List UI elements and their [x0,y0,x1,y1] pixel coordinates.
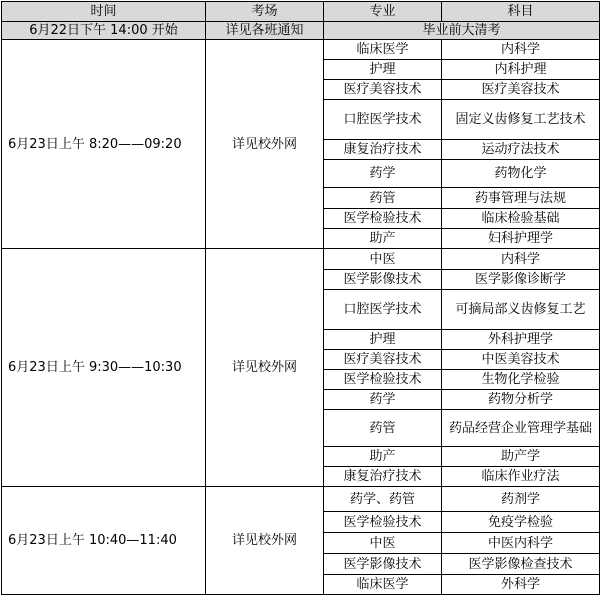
subject-cell: 内科学 [442,40,600,60]
session-time: 6月23日上午 10:40—11:40 [2,487,206,595]
subject-cell: 生物化学检验 [442,370,600,390]
session-venue: 详见校外网 [206,40,324,249]
table-row [2,249,600,270]
subject-cell: 免疫学检验 [442,512,600,533]
header-row [2,2,600,22]
subject-cell: 药事管理与法规 [442,188,600,209]
subject-cell: 医学影像检查技术 [442,554,600,575]
session-time: 6月23日上午 8:20——09:20 [2,40,206,249]
session-venue: 详见校外网 [206,487,324,595]
subject-cell: 助产学 [442,447,600,467]
major-cell: 医学影像技术 [324,554,442,575]
subject-cell: 妇科护理学 [442,229,600,249]
header-subject: 科目 [442,2,600,22]
subject-cell: 外科护理学 [442,330,600,350]
major-cell: 药管 [324,188,442,209]
subject-cell: 临床检验基础 [442,209,600,229]
major-cell: 临床医学 [324,575,442,595]
major-cell: 口腔医学技术 [324,290,442,330]
header-time: 时间 [2,2,206,22]
major-cell: 中医 [324,533,442,554]
subject-cell: 药剂学 [442,487,600,512]
subject-cell: 药品经营企业管理学基础 [442,410,600,447]
major-cell: 助产 [324,229,442,249]
first-session-row [2,22,600,40]
subject-cell: 临床作业疗法 [442,467,600,487]
subject-cell: 药物化学 [442,160,600,188]
major-cell: 助产 [324,447,442,467]
header-venue: 考场 [206,2,324,22]
exam-schedule-table [1,1,600,595]
major-cell: 医学检验技术 [324,370,442,390]
first-session-subject: 毕业前大清考 [324,22,600,40]
major-cell: 医疗美容技术 [324,350,442,370]
major-cell: 药学 [324,390,442,410]
session-time: 6月23日上午 9:30——10:30 [2,249,206,487]
major-cell: 医学检验技术 [324,209,442,229]
schedule-body [2,22,600,595]
first-session-time: 6月22日下午 14:00 开始 [2,22,206,40]
subject-cell: 内科护理 [442,60,600,80]
major-cell: 康复治疗技术 [324,467,442,487]
subject-cell: 外科学 [442,575,600,595]
subject-cell: 中医内科学 [442,533,600,554]
major-cell: 药学、药管 [324,487,442,512]
major-cell: 护理 [324,60,442,80]
subject-cell: 药物分析学 [442,390,600,410]
header-major: 专业 [324,2,442,22]
major-cell: 康复治疗技术 [324,140,442,160]
major-cell: 临床医学 [324,40,442,60]
subject-cell: 医疗美容技术 [442,80,600,100]
subject-cell: 运动疗法技术 [442,140,600,160]
major-cell: 药学 [324,160,442,188]
major-cell: 药管 [324,410,442,447]
table-row [2,487,600,512]
subject-cell: 中医美容技术 [442,350,600,370]
major-cell: 中医 [324,249,442,270]
subject-cell: 可摘局部义齿修复工艺 [442,290,600,330]
session-venue: 详见校外网 [206,249,324,487]
table-row [2,40,600,60]
subject-cell: 内科学 [442,249,600,270]
major-cell: 口腔医学技术 [324,100,442,140]
subject-cell: 医学影像诊断学 [442,270,600,290]
major-cell: 医学检验技术 [324,512,442,533]
major-cell: 医疗美容技术 [324,80,442,100]
first-session-venue: 详见各班通知 [206,22,324,40]
major-cell: 医学影像技术 [324,270,442,290]
subject-cell: 固定义齿修复工艺技术 [442,100,600,140]
major-cell: 护理 [324,330,442,350]
